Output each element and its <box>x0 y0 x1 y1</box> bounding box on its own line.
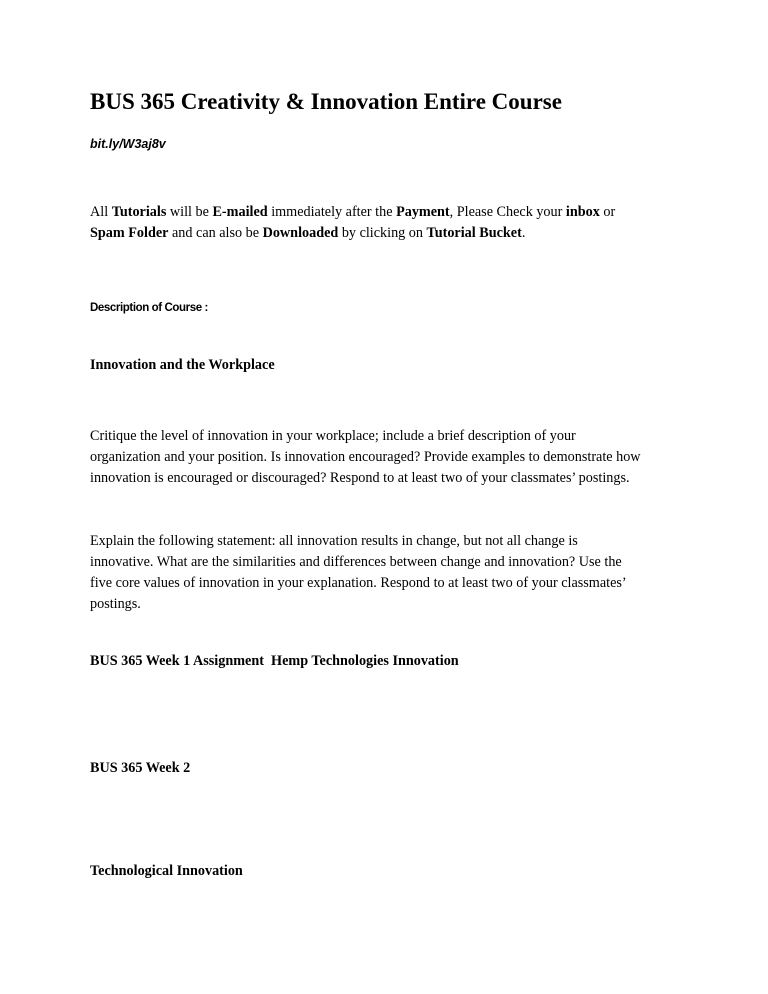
description-label: Description of Course : <box>90 302 208 314</box>
technological-innovation-heading: Technological Innovation <box>90 863 243 879</box>
week1-heading: BUS 365 Week 1 Assignment Hemp Technologies Innovation <box>90 653 459 669</box>
text-run: by clicking on <box>338 225 427 241</box>
critique-line-2: organization and your position. Is innovation encouraged? Provide examples to demonstrate how <box>90 449 641 465</box>
text-run: or <box>599 204 616 220</box>
emphasis-text: Payment <box>396 204 450 220</box>
explain-line-4: postings. <box>90 596 141 612</box>
critique-line-3: innovation is encouraged or discouraged? Respond to at least two of your classmates’ postings. <box>90 470 630 486</box>
explain-paragraph <box>90 531 690 615</box>
critique-paragraph <box>90 426 690 489</box>
emphasis-text: inbox <box>565 204 600 220</box>
emphasis-text: Spam Folder <box>90 225 169 241</box>
emphasis-text: E-mailed <box>212 204 268 220</box>
document-title: BUS 365 Creativity & Innovation Entire Course <box>90 89 562 114</box>
week2-heading: BUS 365 Week 2 <box>90 760 191 776</box>
notice-paragraph <box>90 202 690 244</box>
text-run: will be <box>166 204 213 220</box>
explain-line-3: five core values of innovation in your explanation. Respond to at least two of your classmates’ <box>90 575 627 591</box>
explain-line-2: innovative. What are the similarities and differences between change and innovation? Use the <box>90 554 622 570</box>
text-run: immediately after the <box>267 204 397 220</box>
text-run: , Please Check your <box>449 204 566 220</box>
section-heading-innovation-workplace: Innovation and the Workplace <box>90 357 275 373</box>
critique-line-1: Critique the level of innovation in your workplace; include a brief description of your <box>90 428 576 444</box>
emphasis-text: Tutorial Bucket <box>426 225 522 241</box>
notice-line-2 <box>90 223 690 244</box>
emphasis-text: Downloaded <box>262 225 339 241</box>
explain-line-1: Explain the following statement: all innovation results in change, but not all change is <box>90 533 578 549</box>
notice-line-1 <box>90 202 690 223</box>
emphasis-text: Tutorials <box>111 204 167 220</box>
text-run: . <box>521 225 526 241</box>
text-run: All <box>90 204 112 220</box>
course-link[interactable]: bit.ly/W3aj8v <box>90 137 166 151</box>
text-run: and can also be <box>168 225 263 241</box>
